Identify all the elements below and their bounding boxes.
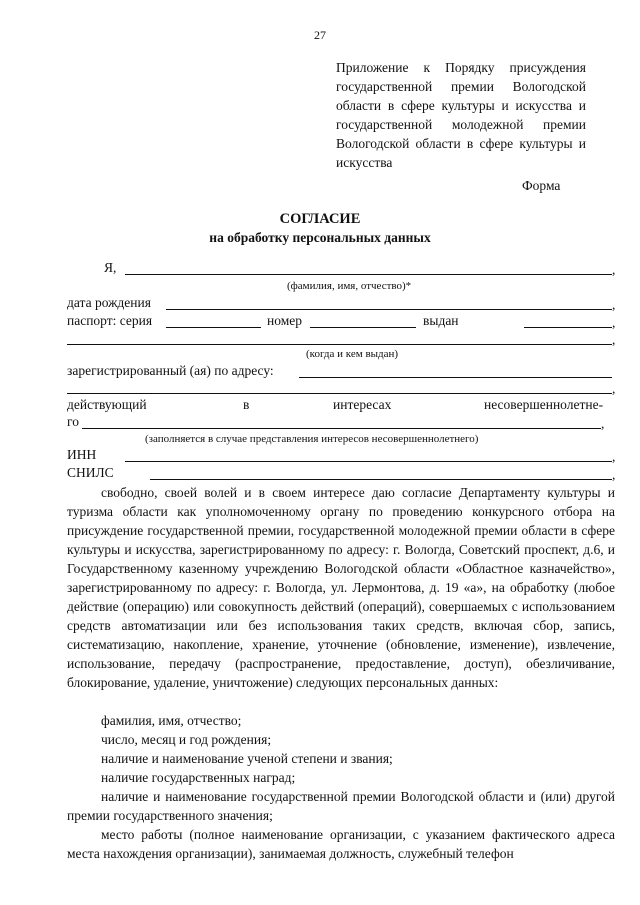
minor-field[interactable] <box>82 428 601 429</box>
acting-label-in: в <box>243 397 250 412</box>
list-item: наличие и наименование государственной премии Вологодской области и (или) другой премии государственного значения; <box>67 789 615 823</box>
issued-field[interactable] <box>524 327 612 328</box>
consent-text: свободно, своей волей и в своем интересе даю согласие Департаменту культуры и туризма области как уполномоченному органу по проведению конкурсного отбора на присуждение государственной премии, государственной молодежной премии области в сфере культуры и искусства, зарегистрированному по адресу: г. Вологда, Советский проспект, д.6, и Государственному казенному учреждению Вологодской области «Областное казначейство», зарегистрированному по адресу: г. Вологда, ул. Лермонтова, д. 19 «а», на обработку (любое действие (операцию) или совокупность действий (операций), совершаемых с использованием средств автоматизации или без использования таких средств, включая сбор, запись, систематизацию, накопление, хранение, уточнение (обновление, изменение), извлечение, использование, передачу (распространение, предоставление, доступ), обезличивание, блокирование, удаление, уничтожение) следующих персональных данных: <box>67 485 615 690</box>
consent-paragraph <box>67 483 615 692</box>
comma: , <box>612 381 616 396</box>
comma: , <box>601 416 605 431</box>
snils-field[interactable] <box>150 479 612 480</box>
acting-label-minor: несовершеннолетне- <box>484 397 604 412</box>
comma: , <box>612 315 616 330</box>
comma: , <box>612 449 616 464</box>
fio-hint: (фамилия, имя, отчество)* <box>287 280 412 292</box>
acting-label: действующий <box>67 397 147 412</box>
list-item: место работы (полное наименование организации, с указанием фактического адреса места нахождения организации), занимаемая должность, служебный телефон <box>67 827 615 861</box>
comma: , <box>612 262 616 277</box>
inn-label: ИНН <box>67 447 97 462</box>
fio-field[interactable] <box>125 274 612 275</box>
list-item: наличие и наименование ученой степени и звания; <box>101 751 393 766</box>
list-item: наличие государственных наград; <box>101 770 296 785</box>
document-title: СОГЛАСИЕ <box>279 211 361 227</box>
passport-series-field[interactable] <box>166 327 261 328</box>
comma: , <box>612 467 616 482</box>
issued-label: выдан <box>423 313 459 328</box>
comma: , <box>612 297 616 312</box>
acting-label-interests: интересах <box>333 397 392 412</box>
registered-label: зарегистрированный (ая) по адресу: <box>67 363 274 378</box>
list-item: число, месяц и год рождения; <box>101 732 272 747</box>
appendix-note: Приложение к Порядку присуждения государственной премии Вологодской области в сфере культуры и искусства и государственной молодежной премии Вологодской области в сфере культуры и искусства <box>336 60 586 170</box>
address-field-1[interactable] <box>299 377 612 378</box>
passport-number-label: номер <box>267 313 303 328</box>
list-item: фамилия, имя, отчество; <box>101 713 242 728</box>
address-field-2[interactable] <box>67 393 612 394</box>
ya-label: Я, <box>104 260 117 275</box>
document-subtitle: на обработку персональных данных <box>209 230 431 245</box>
page-number: 27 <box>314 28 326 42</box>
passport-series-label: паспорт: серия <box>67 313 153 328</box>
minor-hint: (заполняется в случае представления интересов несовершеннолетнего) <box>145 433 479 445</box>
issued-hint: (когда и кем выдан) <box>306 348 399 360</box>
birth-label: дата рождения <box>67 295 151 310</box>
comma: , <box>612 332 616 347</box>
issued-by-field[interactable] <box>67 344 612 345</box>
inn-field[interactable] <box>125 461 612 462</box>
form-label: Форма <box>522 178 561 193</box>
birth-field[interactable] <box>166 309 612 310</box>
snils-label: СНИЛС <box>67 465 114 480</box>
passport-number-field[interactable] <box>310 327 416 328</box>
acting-label-suffix: го <box>67 414 79 429</box>
